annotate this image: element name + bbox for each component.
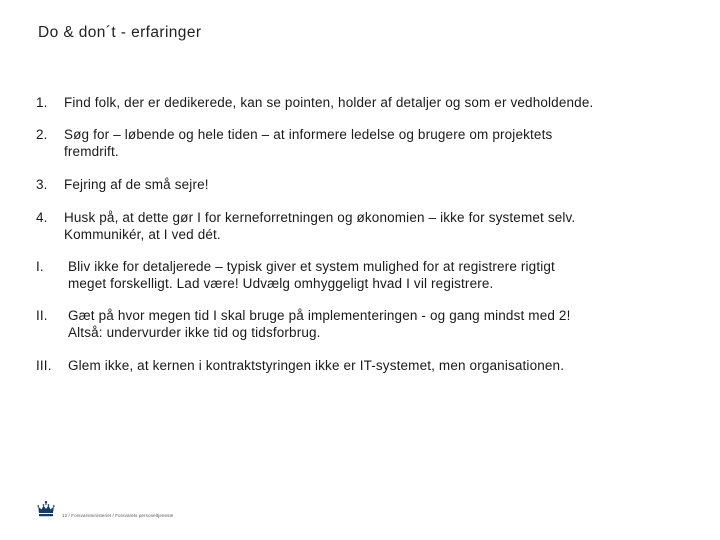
slide-title: Do & don´t - erfaringer [38, 24, 202, 41]
list-item [36, 176, 209, 193]
list-item-text: Find folk, der er dedikerede, kan se pointen, holder af detaljer og som er vedholdende. [64, 95, 594, 110]
list-item-text: Søg for – løbende og hele tiden – at informere ledelse og brugere om projektets fremdrift. [64, 127, 553, 159]
list-item-text: Glem ikke, at kernen i kontraktstyringen ikke er IT-systemet, men organisationen. [68, 358, 565, 373]
footer-text: 12 / Forsvarsministeriet / Forsvarets personeltjeneste [62, 512, 174, 518]
list-item-text: Gæt på hvor megen tid I skal bruge på implementeringen - og gang mindst med 2! Altså: undervurder ikke tid og tidsforbrug. [68, 308, 571, 340]
list-marker: 2. [36, 127, 48, 142]
list-item [36, 357, 564, 374]
list-marker: 1. [36, 95, 48, 110]
list-item-text: Bliv ikke for detaljerede – typisk giver et system mulighed for at registrere rigtigt meget forskelligt. Lad være! Udvælg omhyggeligt hvad I vil registrere. [68, 259, 555, 291]
list-marker: I. [36, 259, 44, 274]
list-item-text: Fejring af de små sejre! [64, 177, 209, 192]
list-item [36, 258, 555, 292]
list-marker: II. [36, 308, 48, 323]
list-marker: III. [36, 358, 52, 373]
crown-icon [36, 500, 56, 520]
list-marker: 3. [36, 177, 48, 192]
list-marker: 4. [36, 210, 48, 225]
list-item [36, 307, 570, 341]
list-item [36, 94, 593, 111]
list-item [36, 209, 575, 243]
list-item [36, 126, 552, 160]
slide-footer [36, 500, 173, 520]
list-item-text: Husk på, at dette gør I for kerneforretningen og økonomien – ikke for systemet selv. Kommunikér, at I ved dét. [64, 210, 576, 242]
